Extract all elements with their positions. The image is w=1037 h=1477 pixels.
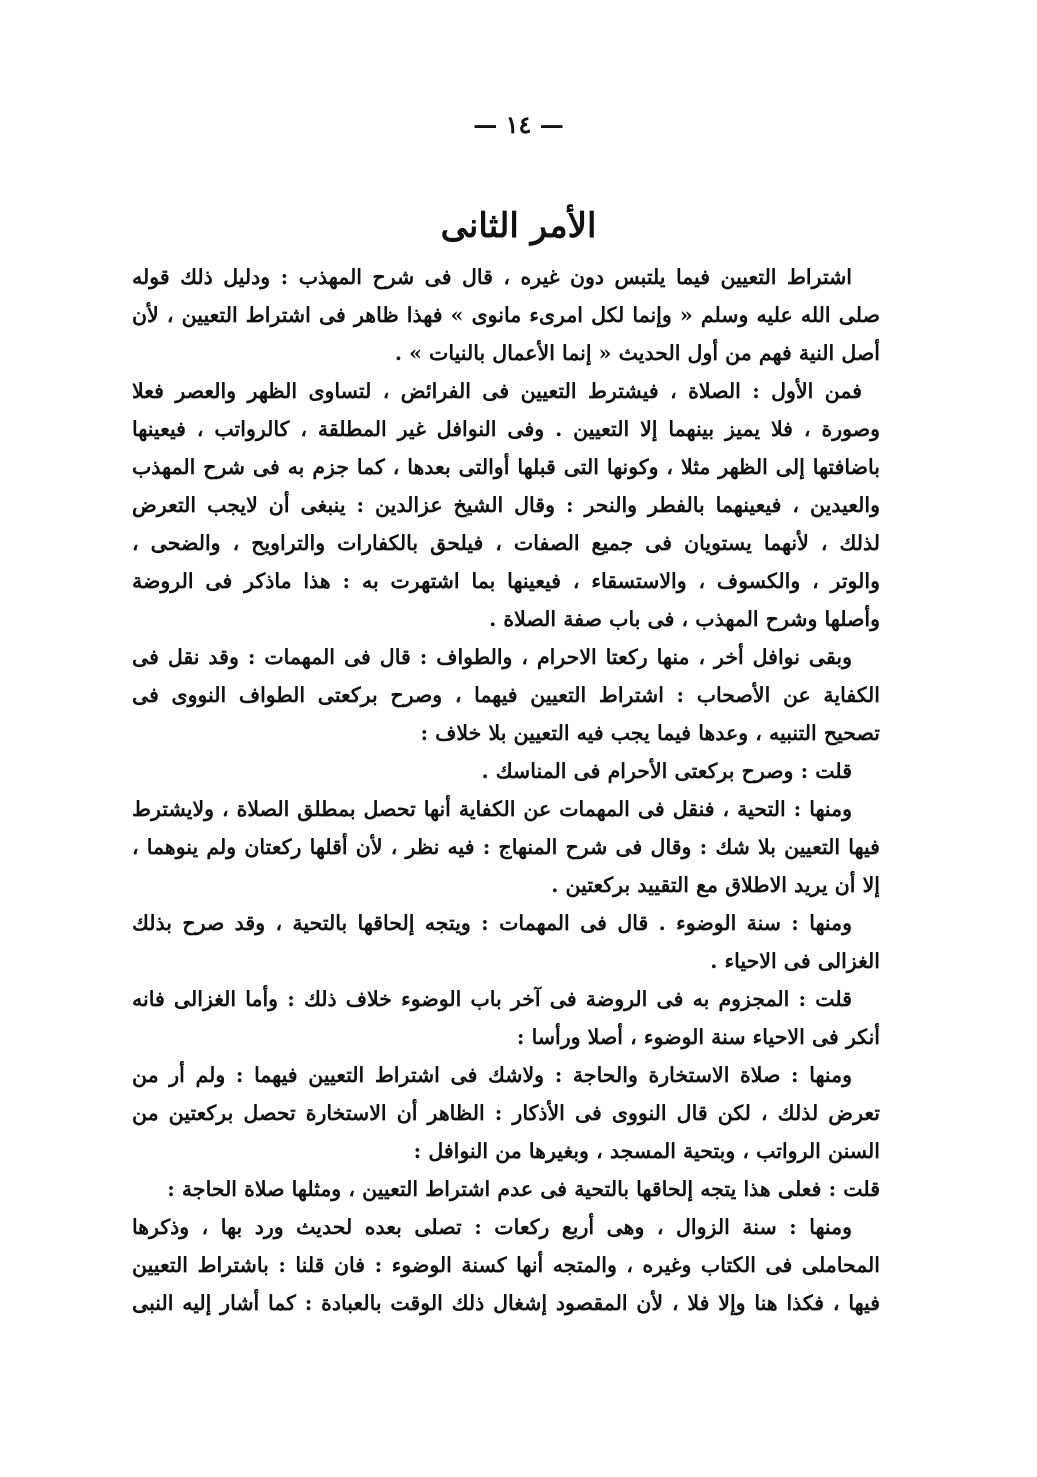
text-line: قلت : فعلى هذا يتجه إلحاقها بالتحية فى عدم اشتراط التعيين ، ومثلها صلاة الحاجة : xyxy=(167,1177,880,1201)
section-heading: الأمر الثانى xyxy=(440,206,597,246)
text-line: أنكر فى الاحياء سنة الوضوء ، أصلا ورأسا : xyxy=(516,1025,880,1049)
text-line: فيها التعيين بلا شك : وقال فى شرح المنهاج : فيه نظر ، لأن أقلها ركعتان ولم ينوهما ، xyxy=(132,835,880,859)
text-line: تعرض لذلك ، لكن قال النووى فى الأذكار : الظاهر أن الاستخارة تحصل بركعتين من xyxy=(132,1101,880,1125)
text-line: والعيدين ، فيعينهما بالفطر والنحر : وقال الشيخ عزالدين : ينبغى أن لايجب التعرض xyxy=(132,493,880,517)
text-line: فمن الأول : الصلاة ، فيشترط التعيين فى الفرائض ، لتساوى الظهر والعصر فعلا xyxy=(132,379,862,403)
text-line: وصورة ، فلا يميز بينهما إلا التعيين . وفى النوافل غير المطلقة ، كالرواتب ، فيعينها xyxy=(132,417,880,441)
text-line: صلى الله عليه وسلم « وإنما لكل امرىء مانوى » فهذا ظاهر فى اشتراط التعيين ، لأن xyxy=(132,303,880,327)
text-line: ومنها : التحية ، فنقل فى المهمات عن الكفاية أنها تحصل بمطلق الصلاة ، ولايشترط xyxy=(132,797,852,821)
text-line: ومنها : سنة الوضوء . قال فى المهمات : ويتجه إلحاقها بالتحية ، وقد صرح بذلك xyxy=(132,911,852,935)
text-line: اشتراط التعيين فيما يلتبس دون غيره ، قال فى شرح المهذب : ودليل ذلك قوله xyxy=(132,265,852,289)
text-line: قلت : المجزوم به فى الروضة فى آخر باب الوضوء خلاف ذلك : وأما الغزالى فانه xyxy=(132,987,852,1011)
text-line: باضافتها إلى الظهر مثلا ، وكونها التى قبلها أوالتى بعدها ، كما جزم به فى شرح المهذب xyxy=(132,455,880,479)
text-line: إلا أن يريد الاطلاق مع التقييد بركعتين . xyxy=(551,873,880,897)
text-line: فيها ، فكذا هنا وإلا فلا ، لأن المقصود إشغال ذلك الوقت بالعبادة : كما أشار إليه النبى xyxy=(132,1291,880,1315)
body-text xyxy=(132,258,880,1322)
text-line: الغزالى فى الاحياء . xyxy=(710,949,880,973)
text-line: أصل النية فهم من أول الحديث « إنما الأعمال بالنيات » . xyxy=(394,341,880,365)
text-line: والوتر ، والكسوف ، والاستسقاء ، فيعينها بما اشتهرت به : هذا ماذكر فى الروضة xyxy=(132,569,880,593)
text-line: المحاملى فى الكتاب وغيره ، والمتجه أنها كسنة الوضوء : فان قلنا : باشتراط التعيين xyxy=(132,1253,880,1277)
text-line: السنن الرواتب ، وبتحية المسجد ، وبغيرها من النوافل : xyxy=(413,1139,880,1163)
page-number: — ١٤ — xyxy=(473,110,564,139)
text-line: ومنها : سنة الزوال ، وهى أربع ركعات : تصلى بعده لحديث ورد بها ، وذكرها xyxy=(132,1215,852,1239)
text-line: وأصلها وشرح المهذب ، فى باب صفة الصلاة . xyxy=(489,607,880,631)
text-line: الكفاية عن الأصحاب : اشتراط التعيين فيهما ، وصرح بركعتى الطواف النووى فى xyxy=(132,683,880,707)
text-line: وبقى نوافل أخر ، منها ركعتا الاحرام ، والطواف : قال فى المهمات : وقد نقل فى xyxy=(132,645,852,669)
text-line: لذلك ، لأنهما يستويان فى جميع الصفات ، فيلحق بالكفارات والتراويح ، والضحى ، xyxy=(132,531,880,555)
text-line: قلت : وصرح بركعتى الأحرام فى المناسك . xyxy=(481,759,852,783)
text-line: ومنها : صلاة الاستخارة والحاجة : ولاشك فى اشتراط التعيين فيهما : ولم أر من xyxy=(132,1063,852,1087)
text-line: تصحيح التنبيه ، وعدها فيما يجب فيه التعيين بلا خلاف : xyxy=(420,721,880,745)
